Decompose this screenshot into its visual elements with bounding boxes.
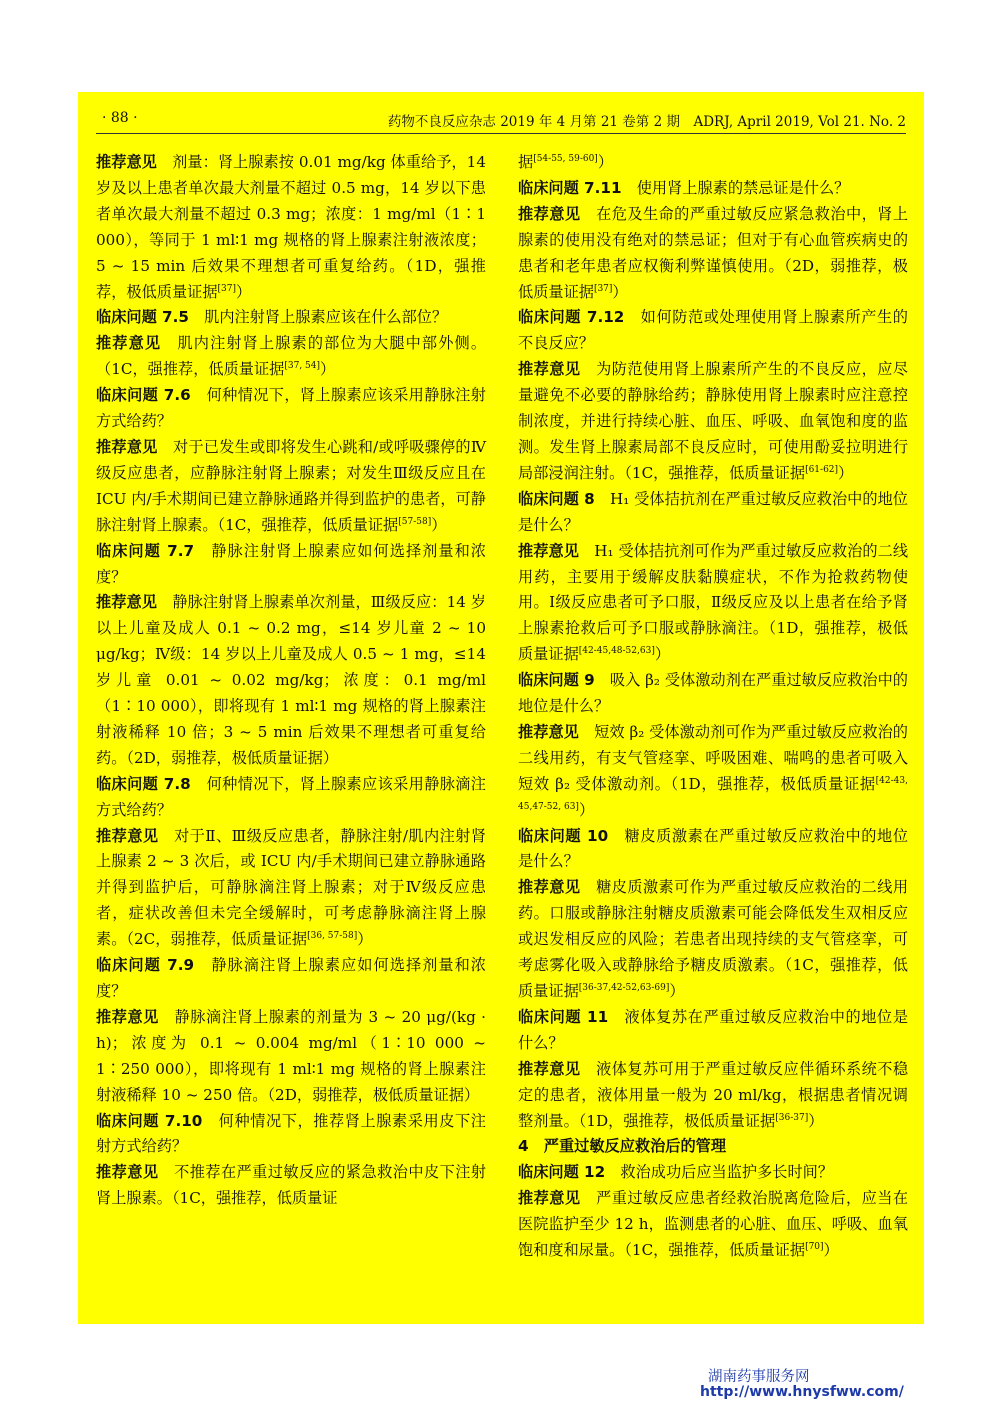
paragraph-text: 何种情况下，推荐肾上腺素采用皮下注射方式给药？ (96, 1111, 486, 1156)
paragraph-text: 剂量：肾上腺素按 0.01 mg/kg 体重给予，14 岁及以上患者单次最大剂量不超过 0.5 mg，14 岁以下患者单次最大剂量不超过 0.3 mg；浓度：1 mg/ml（1∶1 000），等同于 1 ml∶1 mg 规格的肾上腺素注射液浓度；5 ~ 15 min 后效果不理想者可重复给药。（1D，强推荐，极低质量证据 (96, 153, 487, 301)
paragraph-text: 何种情况下，肾上腺素应该采用静脉滴注方式给药？ (96, 774, 486, 819)
citation-ref: [37, 54] (284, 361, 321, 372)
paragraph-text: 使用肾上腺素的禁忌证是什么？ (621, 178, 850, 197)
paragraph-label: 临床问题 7.9 (96, 956, 195, 975)
paragraph (96, 539, 486, 591)
citation-ref: [42-43, 45,47-52, 63] (518, 775, 908, 812)
paragraph (96, 953, 486, 1005)
paragraph (518, 720, 908, 824)
paragraph-label: 临床问题 9 (518, 671, 595, 690)
citation-ref: [36-37] (775, 1112, 809, 1123)
paragraph-text: 如何防范或处理使用肾上腺素所产生的不良反应？ (518, 308, 908, 353)
paragraph-tail: ） (654, 645, 671, 664)
paragraph-tail: ） (808, 1111, 824, 1130)
paragraph-label: 临床问题 7.7 (96, 541, 195, 560)
paragraph-label: 推荐意见 (96, 1163, 159, 1182)
citation-ref: [37] (593, 283, 613, 294)
paragraph-label: 推荐意见 (518, 722, 579, 741)
paragraph-label: 推荐意见 (96, 437, 158, 456)
paragraph-text: 为防范使用肾上腺素所产生的不良反应，应尽量避免不必要的静脉给药；静脉使用肾上腺素时应注意控制浓度，并进行持续心脏、血压、呼吸、血氧饱和度的监测。发生肾上腺素局部不良反应时，可使用酚妥拉明进行局部浸润注射。（1C，强推荐，低质量证据 (518, 360, 908, 482)
paragraph-label: 推荐意见 (96, 1007, 159, 1026)
header-rule (96, 133, 906, 134)
paragraph-tail: ） (357, 930, 373, 949)
paragraph-tail: ） (669, 982, 685, 1000)
paragraph-label: 推荐意见 (96, 153, 157, 171)
paragraph-text: 静脉滴注肾上腺素的剂量为 3 ~ 20 μg/(kg · h)；浓度为 0.1 ~ 0.004 mg/ml（1∶10 000 ~ 1∶250 000），即将现有 1 ml∶1 mg 规格的肾上腺素注射液稀释 10 ~ 250 倍。（2D，弱推荐，极低质量证据） (96, 1007, 486, 1104)
paragraph-text: 在危及生命的严重过敏反应紧急救治中，肾上腺素的使用没有绝对的禁忌证；但对于有心血管疾病史的患者和老年患者应权衡利弊谨慎使用。（2D，弱推荐，极低质量证据 (518, 204, 908, 301)
paragraph-label: 4 严重过敏反应救治后的管理 (518, 1137, 727, 1156)
paragraph-label: 临床问题 7.8 (96, 774, 191, 793)
paragraph-label: 临床问题 11 (518, 1007, 609, 1026)
citation-ref: [70] (805, 1242, 824, 1252)
paragraph-text: 糖皮质激素在严重过敏反应救治中的地位是什么？ (518, 826, 908, 871)
paragraph (518, 357, 908, 487)
paragraph-label: 临床问题 8 (518, 489, 595, 508)
paragraph-tail: ） (838, 463, 854, 482)
paragraph-label: 推荐意见 (518, 204, 581, 223)
paragraph-label: 推荐意见 (518, 360, 581, 379)
paragraph (96, 1109, 486, 1161)
paragraph-label: 临床问题 7.10 (96, 1111, 203, 1130)
paragraph-text: 不推荐在严重过敏反应的紧急救治中皮下注射肾上腺素。（1C，强推荐，低质量证 (96, 1163, 486, 1208)
left-column (96, 150, 486, 1212)
paragraph-text: 糖皮质激素可作为严重过敏反应救治的二线用药。口服或静脉注射糖皮质激素可能会降低发生双相反应或迟发相反应的风险；若患者出现持续的支气管痉挛，可考虑雾化吸入或静脉给予糖皮质激素。（1C，强推荐，低质量证据 (518, 878, 908, 1000)
paragraph (518, 176, 908, 202)
footer-site-name: 湖南药事服务网 (708, 1369, 810, 1385)
paragraph-text: 据 (518, 153, 534, 171)
paragraph-label: 临床问题 10 (518, 826, 609, 845)
paragraph (518, 202, 908, 306)
paragraph-text: 何种情况下，肾上腺素应该采用静脉注射方式给药？ (96, 386, 486, 431)
paragraph-label: 推荐意见 (518, 1189, 581, 1208)
page-number: · 88 · (102, 110, 138, 126)
paragraph-label: 推荐意见 (96, 334, 162, 353)
paragraph (96, 331, 486, 383)
paragraph (96, 772, 486, 824)
paragraph-text: 肌内注射肾上腺素应该在什么部位？ (188, 308, 448, 327)
paragraph-text: 液体复苏在严重过敏反应救治中的地位是什么？ (518, 1007, 908, 1052)
paragraph (96, 383, 486, 435)
running-header: 药物不良反应杂志 2019 年 4 月第 21 卷第 2 期 ADRJ, April 2019, Vol 21. No. 2 (387, 114, 906, 130)
paragraph-text: H₁ 受体拮抗剂可作为严重过敏反应救治的二线用药，主要用于缓解皮肤黏膜症状，不作为抢救药物使用。Ⅰ级反应患者可予口服，Ⅱ级反应及以上患者在给予肾上腺素抢救后可予口服或静脉滴注。（1D，强推荐，极低质量证据 (518, 541, 909, 664)
paragraph (96, 305, 486, 331)
paragraph-tail: ） (597, 153, 614, 171)
paragraph-label: 推荐意见 (96, 593, 158, 612)
journal-page (78, 92, 924, 1324)
paragraph-text: 对于Ⅱ、Ⅲ级反应患者，静脉注射/肌内注射肾上腺素 2 ~ 3 次后，或 ICU 内/手术期间已建立静脉通路并得到监护后，可静脉滴注肾上腺素；对于Ⅳ级反应患者，症状改善但未完全缓解时，可考虑静脉滴注肾上腺素。（2C，弱推荐，低质量证据 (96, 826, 487, 949)
paragraph-label: 临床问题 7.6 (96, 386, 191, 405)
paragraph (518, 1134, 908, 1160)
citation-ref: [42-45,48-52,63] (578, 646, 655, 657)
paragraph (96, 435, 486, 539)
paragraph (96, 590, 486, 771)
paragraph-tail: ） (612, 282, 628, 301)
paragraph-label: 推荐意见 (96, 826, 159, 845)
paragraph-text: 静脉注射肾上腺素应如何选择剂量和浓度？ (96, 541, 486, 586)
citation-ref: [61-62] (805, 464, 839, 475)
paragraph (518, 875, 908, 1005)
paragraph-text: 对于已发生或即将发生心跳和/或呼吸骤停的Ⅳ级反应患者，应静脉注射肾上腺素；对发生Ⅲ级反应且在 ICU 内/手术期间已建立静脉通路并得到监护的患者，可静脉注射肾上腺素。（1C，强推荐，低质量证据 (96, 437, 487, 534)
citation-ref: [36-37,42-52,63-69] (578, 982, 670, 993)
paragraph-tail: ） (823, 1241, 839, 1260)
paragraph (518, 1160, 908, 1186)
paragraph-text: 吸入 β₂ 受体激动剂在严重过敏反应救治中的地位是什么？ (518, 671, 908, 716)
paragraph-text: 液体复苏可用于严重过敏反应伴循环系统不稳定的患者，液体用量一般为 20 ml/kg，根据患者情况调整剂量。（1D，强推荐，极低质量证据 (518, 1059, 908, 1130)
paragraph (518, 1005, 908, 1057)
paragraph (518, 150, 908, 176)
paragraph-label: 临床问题 7.5 (96, 308, 189, 327)
citation-ref: [37] (217, 283, 236, 294)
paragraph-label: 推荐意见 (518, 1059, 581, 1078)
paragraph-label: 推荐意见 (518, 878, 581, 897)
footer-site-url[interactable]: http://www.hnysfww.com/ (700, 1384, 904, 1400)
paragraph-text: 肌内注射肾上腺素的部位为大腿中部外侧。（1C，强推荐，低质量证据 (96, 334, 487, 379)
paragraph-text: 静脉滴注肾上腺素应如何选择剂量和浓度？ (96, 956, 486, 1000)
paragraph-label: 临床问题 7.12 (518, 308, 625, 327)
paragraph-tail: ） (235, 282, 252, 301)
right-column (518, 150, 908, 1264)
paragraph (518, 305, 908, 357)
paragraph-text: H₁ 受体拮抗剂在严重过敏反应救治中的地位是什么？ (518, 489, 908, 534)
paragraph (518, 668, 908, 720)
paragraph (518, 487, 908, 539)
paragraph (518, 1186, 908, 1264)
paragraph-label: 临床问题 12 (518, 1163, 606, 1182)
citation-ref: [57-58] (398, 516, 432, 527)
paragraph (96, 1160, 486, 1212)
paragraph (518, 539, 908, 669)
paragraph-tail: ） (578, 800, 595, 819)
paragraph-text: 救治成功后应当监护多长时间？ (605, 1163, 833, 1182)
paragraph (96, 1005, 486, 1109)
citation-ref: [54-55, 59-60] (533, 153, 598, 164)
paragraph-text: 严重过敏反应患者经救治脱离危险后，应当在医院监护至少 12 h，监测患者的心脏、血压、呼吸、血氧饱和度和尿量。（1C，强推荐，低质量证据 (518, 1189, 908, 1260)
paragraph (96, 824, 486, 954)
paragraph-label: 推荐意见 (518, 541, 579, 560)
paragraph-text: 静脉注射肾上腺素单次剂量，Ⅲ级反应：14 岁以上儿童及成人 0.1 ~ 0.2 mg，≤14 岁儿童 2 ~ 10 μg/kg；Ⅳ级：14 岁以上儿童及成人 0.5 ~ 1 mg，≤14 岁儿童 0.01 ~ 0.02 mg/kg；浓度：0.1 mg/ml（1∶10 000），即将现有 1 ml∶1 mg 规格的肾上腺素注射液稀释 10 倍；3 ~ 5 min 后效果不理想者可重复给药。（2D，弱推荐，极低质量证据） (96, 593, 486, 767)
paragraph (96, 150, 486, 305)
paragraph-tail: ） (320, 360, 336, 379)
paragraph-label: 临床问题 7.11 (518, 178, 622, 197)
paragraph (518, 1057, 908, 1135)
paragraph-text: 短效 β₂ 受体激动剂可作为严重过敏反应救治的二线用药，有支气管痉挛、呼吸困难、喘鸣的患者可吸入短效 β₂ 受体激动剂。（1D，强推荐，极低质量证据 (518, 722, 908, 793)
paragraph-tail: ） (431, 515, 447, 534)
citation-ref: [36, 57-58] (307, 931, 358, 942)
paragraph (518, 824, 908, 876)
